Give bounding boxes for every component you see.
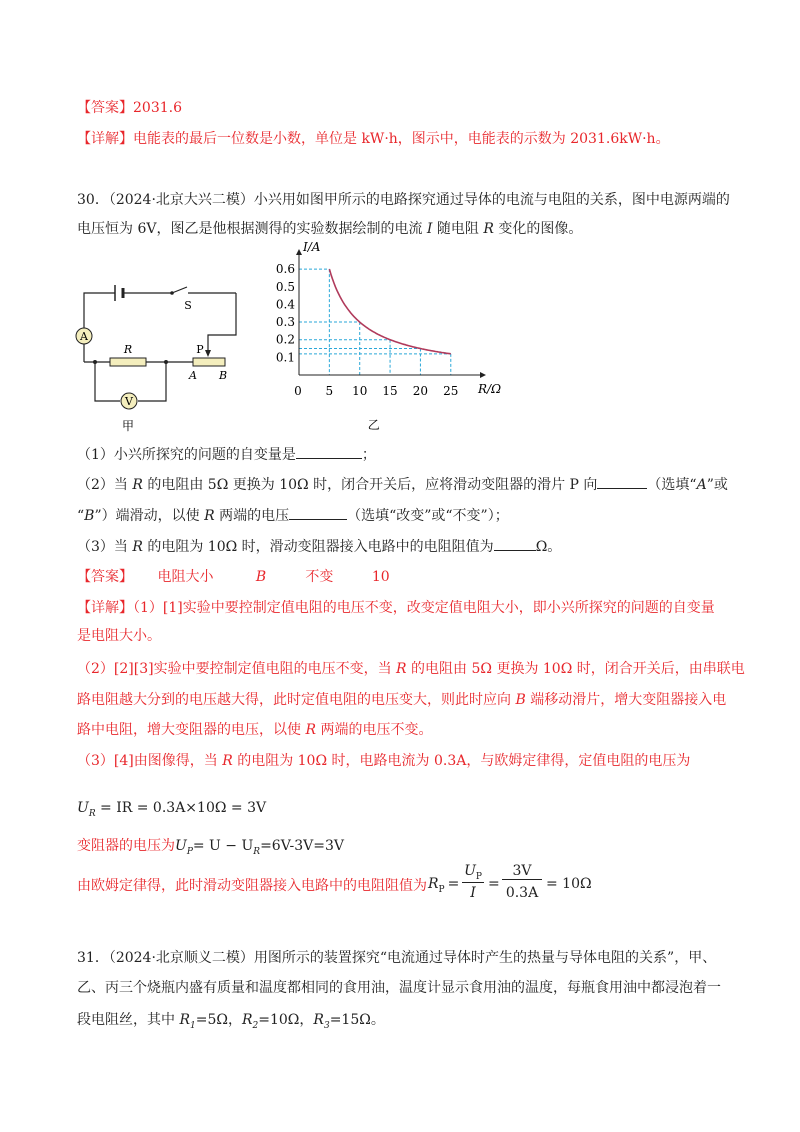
answer-tag: 【答案】 bbox=[77, 569, 133, 585]
subscript: 2 bbox=[252, 1020, 259, 1031]
var-r: R bbox=[204, 508, 215, 524]
answer-2: B bbox=[255, 569, 267, 585]
var-a: A bbox=[696, 477, 707, 493]
q30-detail-3-line1 bbox=[77, 751, 690, 771]
q30-detail-2-line2 bbox=[77, 690, 726, 710]
text: ”或 bbox=[706, 477, 728, 493]
text: （选填“ bbox=[647, 477, 697, 493]
q30-stem-line1: 30．（2024·北京大兴二模）小兴用如图甲所示的电路探究通过导体的电流与电阻的关系，图中电源两端的 bbox=[77, 192, 730, 208]
answer-blank[interactable] bbox=[296, 444, 362, 459]
y-tick-label: 0.6 bbox=[275, 262, 295, 277]
x-tick-label: 15 bbox=[382, 384, 398, 398]
text: 随电阻 bbox=[432, 221, 484, 237]
x-tick-label: 0 bbox=[294, 384, 302, 398]
q30-sub2-line2 bbox=[77, 505, 509, 526]
y-tick-label: 0.3 bbox=[275, 315, 295, 330]
var-i: I bbox=[426, 221, 433, 237]
answer-blank[interactable] bbox=[597, 474, 647, 489]
detail-29 bbox=[77, 129, 670, 149]
text: （选填“改变”或“不变”）； bbox=[347, 508, 509, 524]
var-r: R bbox=[305, 722, 316, 738]
text: 电压恒为 6V，图乙是他根据测得的实验数据绘制的电流 bbox=[77, 221, 427, 237]
fraction-den-right: 0.3A bbox=[505, 885, 539, 901]
text: 路中电阻，增大变阻器的电压，以使 bbox=[77, 722, 306, 738]
equation-result: = 10Ω bbox=[546, 876, 592, 892]
text: “ bbox=[77, 508, 85, 524]
equation-tail: =6V-3V=3V bbox=[260, 838, 345, 854]
voltmeter-label: V bbox=[125, 395, 133, 408]
var-r3: R bbox=[313, 1012, 324, 1028]
var-r1: R bbox=[179, 1012, 190, 1028]
text: Ω。 bbox=[535, 539, 562, 555]
x-tick-label: 5 bbox=[325, 384, 334, 398]
subscript: 1 bbox=[190, 1020, 196, 1031]
text: 路电阻越大分到的电压越大得，此时定值电阻的电压变大，则此时应向 bbox=[77, 692, 516, 708]
q31-line1: 31．（2024·北京顺义二模）用图所示的装置探究“电流通过导体时产生的热量与导体电阻的关系”，甲、 bbox=[77, 950, 717, 966]
detail-tag: 【详解】 bbox=[77, 600, 133, 616]
subscript-r: R bbox=[88, 808, 96, 819]
text: 两端的电压 bbox=[214, 508, 290, 524]
var-r: R bbox=[132, 539, 143, 555]
graph-caption: 乙 bbox=[367, 418, 380, 432]
text: 的电阻为 10Ω 时，滑动变阻器接入电路中的电阻阻值为 bbox=[142, 539, 494, 555]
equation-up-math: $U_P= U - U_R$ bbox=[175, 838, 261, 857]
slider-label: P bbox=[196, 343, 204, 356]
q30-detail-2-line1 bbox=[77, 659, 745, 679]
q30-detail-1-line2: 是电阻大小。 bbox=[77, 628, 161, 644]
equation-ur bbox=[77, 798, 266, 824]
var-r: R bbox=[396, 661, 407, 677]
end-a-label: A bbox=[189, 369, 197, 382]
ammeter-label: A bbox=[80, 330, 88, 343]
text: （3）当 bbox=[77, 539, 133, 555]
text: 端移动滑片，增大变阻器接入电 bbox=[525, 692, 727, 708]
var-r: R bbox=[222, 753, 233, 769]
detail-tag: 【详解】 bbox=[77, 131, 133, 147]
text: 的电阻由 5Ω 更换为 10Ω 时，闭合开关后，由串联电 bbox=[406, 661, 745, 677]
resistor-r bbox=[110, 358, 146, 366]
y-tick-label: 0.2 bbox=[275, 332, 295, 347]
text: 由欧姆定律得，此时滑动变阻器接入电路中的电阻阻值为 bbox=[77, 878, 427, 894]
x-axis-label: R/Ω bbox=[478, 382, 502, 396]
q31-line2: 乙、丙三个烧瓶内盛有质量和温度都相同的食用油，温度计显示食用油的温度，每瓶食用油中都浸泡着一 bbox=[77, 980, 721, 996]
x-tick-label: 25 bbox=[443, 384, 459, 398]
text: =10Ω， bbox=[258, 1012, 314, 1028]
text: 的电阻为 10Ω 时，电路电流为 0.3A，与欧姆定律得，定值电阻的电压为 bbox=[232, 753, 691, 769]
junction-dot bbox=[93, 360, 97, 364]
detail-text: 电能表的最后一位数是小数，单位是 kW·h，图示中，电能表的示数为 2031.6kW·h。 bbox=[133, 131, 670, 147]
rheostat bbox=[193, 358, 225, 366]
junction-dot bbox=[164, 360, 168, 364]
text: （3）[4]由图像得，当 bbox=[77, 753, 223, 769]
x-axis-arrow-icon bbox=[480, 372, 486, 378]
circuit-caption: 甲 bbox=[121, 419, 135, 433]
answer-4: 10 bbox=[371, 569, 390, 585]
y-axis-arrow-icon bbox=[296, 249, 302, 255]
q30-sub1 bbox=[77, 444, 376, 465]
graph-i-vs-r bbox=[262, 240, 502, 435]
var-r2: R bbox=[241, 1012, 253, 1028]
subscript: 3 bbox=[323, 1020, 330, 1031]
fraction-den-left: I bbox=[470, 885, 476, 901]
circuit-diagram bbox=[70, 275, 250, 435]
fraction-num-right: 3V bbox=[502, 863, 542, 880]
y-tick-label: 0.5 bbox=[275, 279, 295, 294]
switch-label: S bbox=[184, 299, 192, 312]
y-tick-label: 0.4 bbox=[275, 297, 295, 312]
q30-answers bbox=[77, 567, 390, 587]
equation-text: = U − U bbox=[192, 838, 254, 854]
x-tick-label: 10 bbox=[352, 384, 368, 398]
var-r: R bbox=[483, 221, 494, 237]
equals-sign: = bbox=[488, 876, 500, 892]
text: （1）小兴所探究的问题的自变量是 bbox=[77, 447, 296, 463]
y-tick-label: 0.1 bbox=[275, 350, 295, 365]
text: （2）[2][3]实验中要控制定值电阻的电压不变，当 bbox=[77, 661, 397, 677]
q30-sub3 bbox=[77, 536, 561, 557]
end-b-label: B bbox=[218, 369, 228, 382]
rp-symbol: $R_P$ = bbox=[428, 876, 460, 895]
slider-arrow-icon bbox=[205, 350, 211, 357]
text: 两端的电压不变。 bbox=[316, 722, 433, 738]
resistor-label: R bbox=[123, 343, 133, 356]
text: ； bbox=[361, 447, 376, 463]
equation-rp bbox=[77, 876, 427, 896]
switch-pivot bbox=[170, 291, 174, 295]
answer-tag: 【答案】 bbox=[77, 100, 133, 116]
text: 变化的图像。 bbox=[493, 221, 583, 237]
q30-stem-line2 bbox=[77, 219, 582, 239]
x-tick-labels bbox=[294, 384, 458, 398]
text: （2）当 bbox=[77, 477, 133, 493]
q30-detail-2-line3 bbox=[77, 720, 432, 740]
equation-up bbox=[77, 836, 344, 862]
fraction-num-left: $U_P$ bbox=[462, 863, 484, 883]
answer-blank[interactable] bbox=[289, 505, 347, 520]
var-b: B bbox=[515, 692, 526, 708]
answer-29 bbox=[77, 98, 182, 118]
text: =15Ω。 bbox=[329, 1012, 385, 1028]
var-u: U bbox=[77, 800, 89, 816]
answer-1: 电阻大小 bbox=[157, 569, 214, 585]
x-tick-label: 20 bbox=[412, 384, 429, 398]
equation-text: = IR = 0.3A×10Ω = 3V bbox=[100, 800, 267, 816]
text: 变阻器的电压为 bbox=[77, 838, 175, 854]
q31-line3 bbox=[77, 1010, 385, 1036]
var-r: R bbox=[132, 477, 143, 493]
q30-detail-1-line1 bbox=[77, 598, 715, 618]
answer-value: 2031.6 bbox=[133, 100, 182, 116]
text: 的电阻由 5Ω 更换为 10Ω 时，闭合开关后，应将滑动变阻器的滑片 P 向 bbox=[142, 477, 598, 493]
answer-blank[interactable] bbox=[494, 536, 536, 551]
y-axis-label: I/A bbox=[303, 240, 321, 254]
graph-guides bbox=[299, 269, 451, 375]
text: ”）端滑动，以使 bbox=[94, 508, 205, 524]
text: 段电阻丝，其中 bbox=[77, 1012, 180, 1028]
answer-3: 不变 bbox=[305, 569, 334, 585]
q30-sub2-line1 bbox=[77, 474, 728, 495]
text: =5Ω， bbox=[195, 1012, 242, 1028]
var-b: B bbox=[84, 508, 95, 524]
text: （1）[1]实验中要控制定值电阻的电压不变，改变定值电阻大小，即小兴所探究的问题的自变量 bbox=[133, 600, 715, 616]
y-tick-labels bbox=[276, 262, 295, 364]
